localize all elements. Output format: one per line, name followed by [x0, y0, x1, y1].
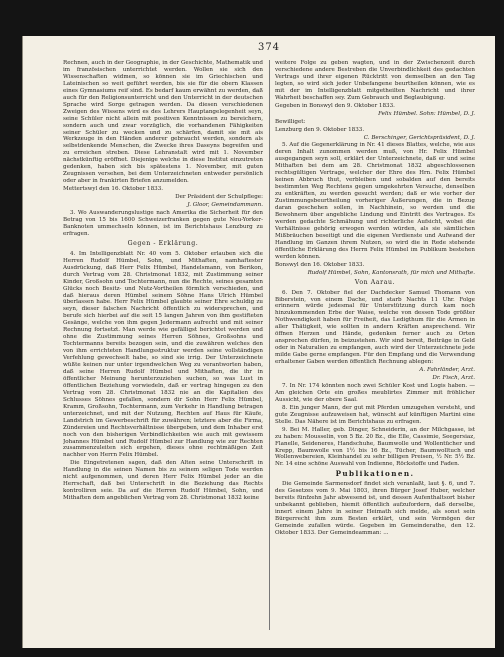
right-column-paragraph: Dr. Fisch, Arzt. — [432, 374, 475, 381]
right-column-paragraph: Bewilliget: — [275, 118, 306, 125]
left-column-paragraph: Rechnen, auch in der Geographie, in der Geschichte, Mathematik und im französischen unterrichtet werden. Wollen sie sich den Wissenschaften widmen, so können sie im Griechischen und Lateinischen so weit geführt werden, bis sie für die obern Klassen eines Gymnasiums reif sind. Es bedarf kaum erwähnt zu werden, daß auch für den Religionsunterricht und den Unterricht in der deutschen Sprache wird Sorge getragen werden. Da diesen verschiedenen Zweigen des Wissens wird es des Lehrers Hauptangelegenheit seyn, seine Schüler nicht allein mit positiven Kenntnissen zu bereichern, sondern auch und zwar vorzüglich, die vorhandenen Fähigkeiten seiner Schüler zu wecken und zu schärfen, damit sie mit ais Werkzeuge in den Händen anderer gebraucht werden, sondern als selbstdenkende Menschen, die Zwecke ihres Daseyns begreifen und zu erreichen streben. Diese Lehranstalt wird mit 1. November nächstkünftig eröffnet. Diejenige welche in diese Institut einzutreten gedenken, haben sich bis spätestens 1. November, mit guten Zeugnissen versehen, bei dem Unterzeichneten entweder persönlich oder aber in frankirten Briefen anzumelden. — [63, 60, 263, 185]
right-column-paragraph: Gegeben in Bonswyl den 9. Oktober 1833. — [275, 102, 395, 109]
right-column-paragraph: A. Fahrländer, Arzt. — [419, 367, 475, 374]
right-column-paragraph: Lenzburg den 9. Oktober 1833. — [275, 126, 365, 133]
right-column-paragraph: C. Berschinger, Gerichtspräsident, D. J. — [363, 134, 475, 141]
right-column-paragraph: Felix Hümbel. Sohn: Hümbel, D. J. — [378, 110, 475, 117]
newspaper-page — [22, 36, 495, 648]
right-column-paragraph: 7. In Nr. 174 könnten noch zwei Schüler Kost und Logis haben. — Am gleichen Orte ein großes meublirtes Zimmer mit fröhlicher Aussicht, wie der obere Saal. — [275, 382, 475, 403]
right-column-paragraph: Von Aarau. — [354, 278, 396, 286]
right-column-paragraph: Publikationen. — [335, 469, 415, 479]
right-column-paragraph: 9. Bei M. Haller, geb. Dinger, Schneiderin, an der Milchgasse, ist zu haben: Mousselin, von 5 Bz. 20 Bz., die Elle, Cassimie, Seegersiaz, Flanelle, Seideneres, Handschuhe, Baumwolle und Wollentücher und Krepp, Baumwolle von 1½ bis 16 Bz., Tücher, Baumwolltuch und Wollenwebereien, Kleinhandel zu sehr billigen Preisen, ½ Nr. 5½ Bz. Nr. 14 eine schöne Auswahl von Indienne, Röckstoffe und Faden. — [275, 426, 475, 468]
right-column — [275, 60, 475, 538]
left-column-paragraph: Mettertswyl den 16. Oktober 1833. — [63, 186, 164, 193]
right-column-paragraph: Die Gemeinde Sarmensdorf findet sich veranlaßt, laut §. 6, und 7. des Gesetzes vom 9. Mai 1803, ihren Bürger Josef Huber, welcher bereits fünfzehn Jahr abwesend ist, und dessen Aufenthaltsort bisher unbekannt geblieben, hiemit öffentlich aufzufordern, daß derselbe, innert einem Jahre in seiner Heimath sich melde, als sonst sein Bürgerrecht ihm zum Besten erklärt, und sein Vermögen der Gemeinde zufallen würde. Gegeben im Gemeinderathe, den 12. Oktober 1833. Der Gemeindeamman: ... — [275, 481, 475, 536]
left-column-paragraph: Die Eingetretenen sagen, daß den Alten seine Unterschrift in Handlung in die seinen Namen bis zu seinem seligen Tode werden nicht aufgenommen, und deren Herr Felix Hümbel jeder an die Herrschaft, daß bei Unterschrift in die Beziehung das Rechts kontrolliren seie. Da auf die Herren Rudolf Hümbel, Sohn, und Mithaften dem angeblichen Vertrag vom 28. Christmonat 1832 keine — [63, 460, 263, 502]
left-column-paragraph: 4. Im Intelligenzblatt Nr. 40 vom 5. Oktober erlauben sich die Herren Rudolf Hümbel, Sohn, und Mithaften, namhaftester Ausdrückung, daß Herr Felix Hümbel, Handelsmann, von Berikon, durch Vertrag vom 28. Christmonat 1832, mit Zustimmung seiner Kinder, Großsohn und Tochtermann, nun die Rechte, seines gesamten Glücks noch Besitz- und Nutz-Vortheilen förmlich verschieden, und daß hieraus deren Hümbel seinem Söhne Hans Ulrich Hümbel überlassen habe. Herr Felix Hümbel glaubte seiner Ehre schuldig zu seyn, dieser falschen Nachricht öffentlich zu widersprechen, und berufe sich hierbei auf die seit 15 langen Jahren von ihm gestifteten Gesänge, welche von ihm gegen Jedermann aufrecht und mit seiner Rechnung fortsetzt. Man werde wie gefälligst berichtet werden und ohne die Zustimmung seines Herren Söhnes, Großsohns und Tochtermanns bereits bezogen sein, und die zuwähren welches den von ihm errichteten Handlungsstruktur werden seine vollständigen Verfehlung gewechselt habe, so sind sie irrig. Der Unterzeichnete wüßte keinen nur unter irgendwelchen Weg zu verantworten haben, daß seine Herren Rudolf Hümbel und Mithaften, die ihr in öffentlicher Meinung herunterzuziehen suchen, so was Lust in öffentlichen Beziehung vorwiedeln, daß er vertrag hingegen zu den Vertrag vom 28. Christmonat 1832 nie an die Kapitalien des Schlusses Söhnes gefallen, sondern dir Sohn Herr Felix Hümbel, Kramm, Großsohn, Tochtermann, zum Verkehr in Handlung betragen unterzeichnet, und mit der Nutzung, Rechten auf Haus für Käufe, Landstrich im Gewerbeschrift für zuwähren; letztere aber die Firma, Zündereien und Rechtsverhältnisse übergeben, und dem Inhaber erst noch von den bisherigen Verbindlichkeiten wie auch mit gewissem Johannes Hümbel und Rudolf Hümbel zur Handlung wie zur Rechten zusammenzuleiten sich ergehen, dieses ohne rechtmäßigen Zeit nachher von Herrn Felix Hümbel. — [63, 250, 263, 459]
right-column-paragraph: Rudolf Hümbel, Sohn, Kantonsrath, für mich und Mithafte. — [307, 269, 475, 276]
page-number: 374 — [257, 42, 281, 53]
right-column-paragraph: Bonswyl den 16. Oktober 1833. — [275, 261, 365, 268]
right-column-paragraph: 5. Auf die Gegenerklärung in Nr. 41 dieses Blattes, welche, wie aus deren Inhalt zunommen werden muß, von Hr. Felix Hümbel ausgegangen seyn soll, erklärt der Unterzeichnete, daß er und seine Mithaften bei dem am 28. Christmonat 1832 abgeschlossenen rechtsgültigen Vertrage, welcher der Ehre des Hrn. Felix Hümbel keinen Abbruch thut, verbleiben und sobalden auf den bereits bestimmten Weg Rechtens gegen umgekehrten Versuche, denselben zu entkräften, zu werden gesucht werden; daß er wie vorher der Zustimmungsbeurtheilung vorheriger Äußerungen, die in Bezug daran geschehen sollen, in Nachhinein, so werden und die Bewohnern über angebliche Lindung und Eintritt des Vertrages. Es werden gedachte Schmähung und richterliche Aufsicht, wobei die Verhältnisse gehörig erwogen werden würden, als sie sämtlichen Mißbräuchen beseitigt und die eigenen Verdienste und Aufwand der Handlung im Ganzen ihrem Nutzen, so wird die in Rede stehende öffentliche Erklärung des Herrn Felix Hümbel im Publikum bestehen werden können. — [275, 142, 475, 260]
left-column — [63, 60, 263, 503]
column-divider — [269, 60, 270, 630]
right-column-paragraph: weitere Folge zu geben wagten, und in der Zwischenzeit durch verschiedene andere Bestreben die Unverbindlichkeit des gedachten Vertrags und ihrer eigenen Rücktritt von demselben an den Tag legten, so wird sich jeder Unbefangene beurtheilen können, wie es mit der im Intelligenzblatt mitgetheilten Nachricht und ihrer Wahrheit beschaffen sey. Zum Gebrauch und Beglaubigung. — [275, 60, 475, 101]
right-column-paragraph: 8. Ein junger Mann, der gut mit Pferden umzugehen versteht, und gute Zeugnisse aufzuweisen hat, wünscht auf künftigen Martini eine Stelle. Das Nähere ist im Berichtshaus zu erfragen. — [275, 404, 475, 425]
left-column-paragraph: 3. Wo Auswanderungslustige nach Amerika die Sicherheit für den Betrag von 15 bis 1600 Schweizerfranken gegen gute Neu-Yorker-Banknoten ummechseln können, ist im Berichtshaus Lenzburg zu erfragen. — [63, 210, 263, 237]
right-column-paragraph: 6. Den 7. Oktober fiel der Dachdecker Samuel Thomann von Biberstein, von einem Dache, und starb Nachts 11 Uhr. Folge erinnern würde jedesmal für Unterstützung durch kam noch hinzukommenden Erbe der Waise, welche von dessen Tode größter Nothwendigkeit haben für Freiheit, das Ledigthum für die Armen in aller Thätigkeit, wie sollten in andern Kräften ansprechend. Wir öffnen Herzen und Hände, gedenken ferner auch zu Orten ansprechen dürfen, in beizustehen. Wir sind bereit, Beiträge in Geld oder in Naturalien zu empfangen, auch wird der Unterzeichnete jede milde Gabe gerne empfangen. Für den Empfang und die Verwendung erhaltener Gaben werden öffentlich Rechnung ablegen: — [275, 289, 475, 366]
left-column-paragraph: J. Gloor, Gemeindammann. — [187, 202, 263, 209]
left-column-paragraph: Gegen - Erklärung. — [127, 239, 199, 247]
left-column-paragraph: Der Präsident der Schulpflege: — [175, 194, 263, 201]
